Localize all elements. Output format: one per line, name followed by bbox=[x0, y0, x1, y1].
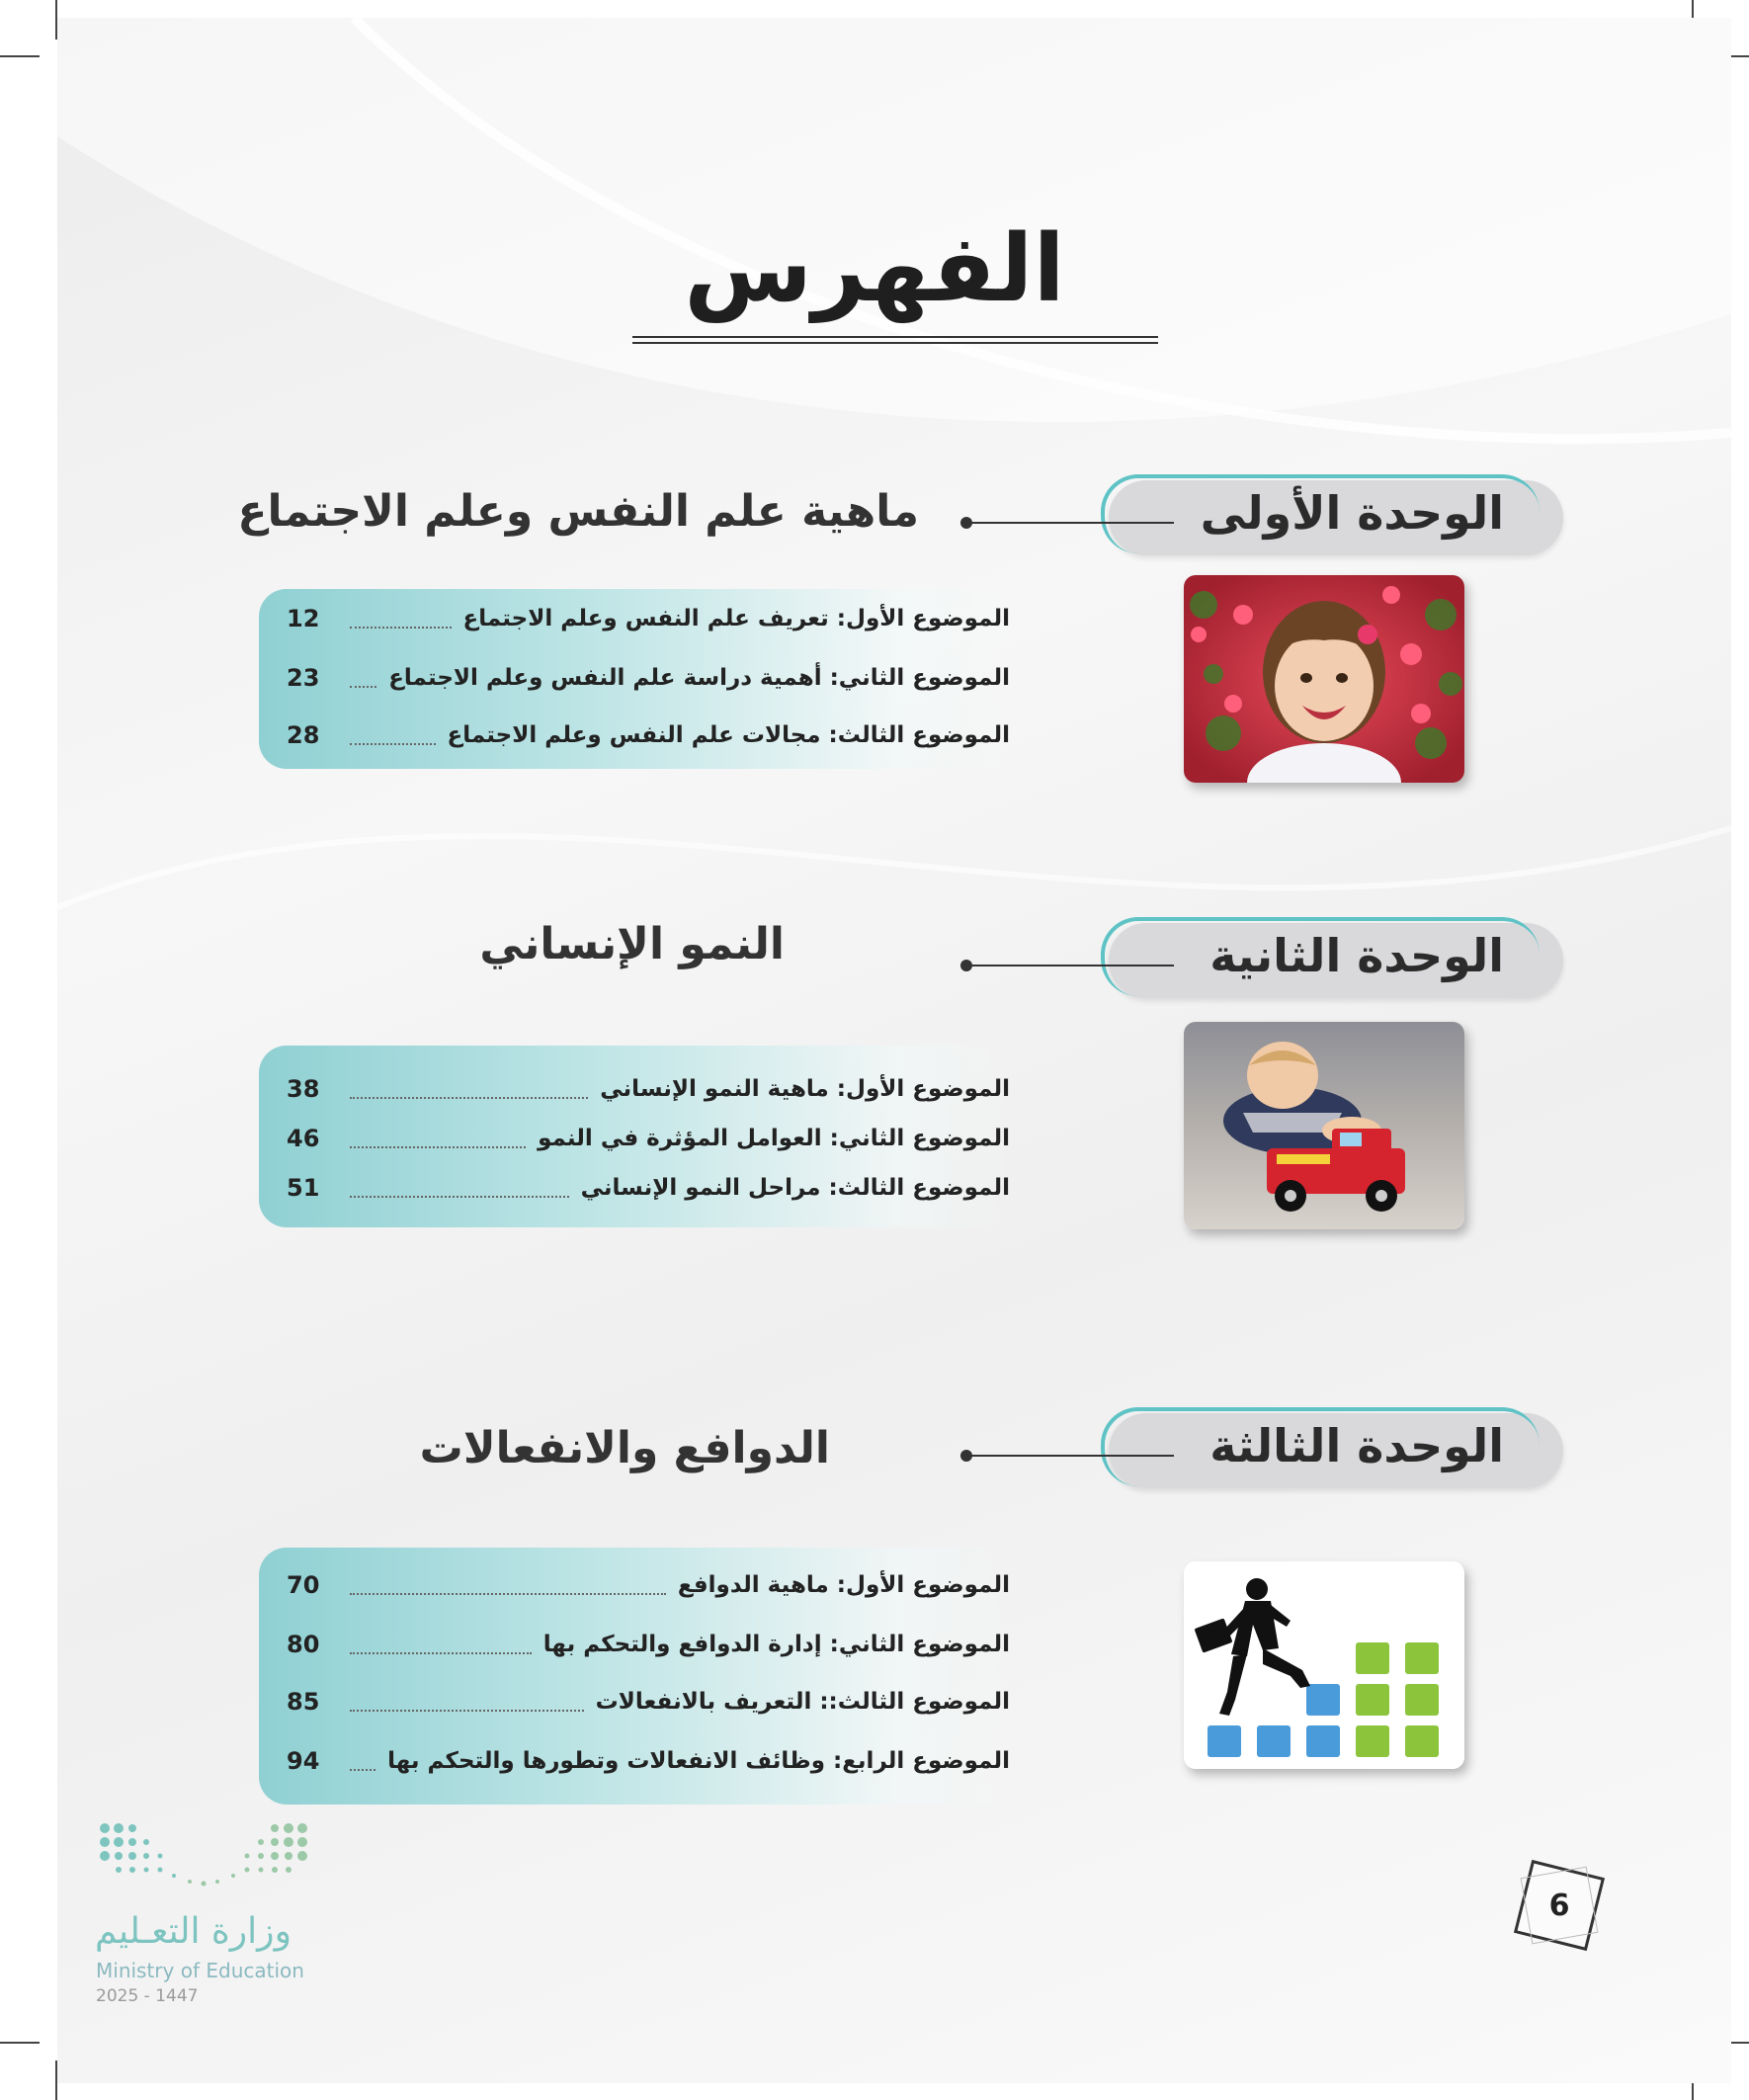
topic-page: 70 bbox=[287, 1571, 320, 1599]
topic-row[interactable] bbox=[287, 658, 1010, 698]
unit-2-photo bbox=[1184, 1022, 1464, 1229]
topic-text: الموضوع الثاني: أهمية دراسة علم النفس وعلم الاجتماع bbox=[388, 665, 1010, 691]
unit-tab-2 bbox=[1109, 923, 1563, 998]
topic-row[interactable] bbox=[287, 1119, 1010, 1158]
topic-row[interactable] bbox=[287, 1682, 1010, 1722]
topic-row[interactable] bbox=[287, 1625, 1010, 1664]
topic-page: 94 bbox=[287, 1747, 320, 1775]
title-underline bbox=[632, 342, 1158, 344]
topic-row[interactable] bbox=[287, 1069, 1010, 1109]
topic-text: الموضوع الثاني: العوامل المؤثرة في النمو bbox=[538, 1126, 1010, 1151]
page-number-box bbox=[1522, 1868, 1597, 1943]
topics-box-1 bbox=[259, 589, 1010, 769]
unit-label: الوحدة الثالثة bbox=[1209, 1419, 1504, 1472]
topic-page: 80 bbox=[287, 1631, 320, 1658]
ministry-name-ar: وزارة التعـليم bbox=[95, 1911, 292, 1952]
unit-1-photo bbox=[1184, 575, 1464, 783]
unit-tab-1 bbox=[1109, 480, 1563, 555]
topic-page: 28 bbox=[287, 721, 320, 749]
ministry-name-en: Ministry of Education bbox=[96, 1959, 304, 1982]
unit-label: الوحدة الثانية bbox=[1209, 929, 1504, 982]
topic-text: الموضوع الأول: ماهية الدوافع bbox=[677, 1572, 1010, 1598]
unit-connector bbox=[966, 522, 1174, 524]
topic-text: الموضوع الأول: ماهية النمو الإنساني bbox=[600, 1076, 1010, 1102]
unit-connector bbox=[966, 965, 1174, 966]
topic-text: الموضوع الثاني: إدارة الدوافع والتحكم بها bbox=[542, 1632, 1010, 1657]
topic-page: 85 bbox=[287, 1688, 320, 1716]
crop-mark bbox=[0, 2042, 40, 2044]
ministry-year: 2025 - 1447 bbox=[96, 1986, 199, 2006]
topic-page: 46 bbox=[287, 1125, 320, 1152]
unit-tab-3 bbox=[1109, 1413, 1563, 1488]
unit-connector bbox=[966, 1455, 1174, 1457]
topic-row[interactable] bbox=[287, 1565, 1010, 1605]
topic-text: الموضوع الثالث: مراحل النمو الإنساني bbox=[580, 1175, 1010, 1201]
topic-row[interactable] bbox=[287, 599, 1010, 638]
page-number: 6 bbox=[1548, 1888, 1570, 1923]
topic-row[interactable] bbox=[287, 1168, 1010, 1208]
topic-text: الموضوع الثالث:: التعريف بالانفعالات bbox=[595, 1689, 1010, 1715]
topic-page: 12 bbox=[287, 605, 320, 632]
unit-title: الدوافع والانفعالات bbox=[419, 1423, 830, 1473]
unit-3-photo bbox=[1184, 1561, 1464, 1769]
topics-box-2 bbox=[259, 1046, 1010, 1227]
topic-page: 51 bbox=[287, 1174, 320, 1202]
unit-title: ماهية علم النفس وعلم الاجتماع bbox=[237, 486, 919, 537]
topics-box-3 bbox=[259, 1548, 1010, 1805]
ministry-logo-dots-icon bbox=[95, 1820, 312, 1899]
title-underline bbox=[632, 336, 1158, 338]
topic-row[interactable] bbox=[287, 715, 1010, 755]
topic-text: الموضوع الأول: تعريف علم النفس وعلم الاجتماع bbox=[462, 606, 1010, 631]
unit-label: الوحدة الأولى bbox=[1200, 486, 1504, 540]
crop-mark bbox=[0, 55, 40, 57]
topic-row[interactable] bbox=[287, 1741, 1010, 1781]
page-title: الفهرس bbox=[684, 215, 1065, 323]
topic-page: 23 bbox=[287, 664, 320, 692]
unit-title: النمو الإنساني bbox=[479, 919, 785, 969]
topic-text: الموضوع الثالث: مجالات علم النفس وعلم الاجتماع bbox=[447, 722, 1010, 748]
topic-text: الموضوع الرابع: وظائف الانفعالات وتطورها والتحكم بها bbox=[387, 1748, 1010, 1774]
topic-page: 38 bbox=[287, 1075, 320, 1103]
